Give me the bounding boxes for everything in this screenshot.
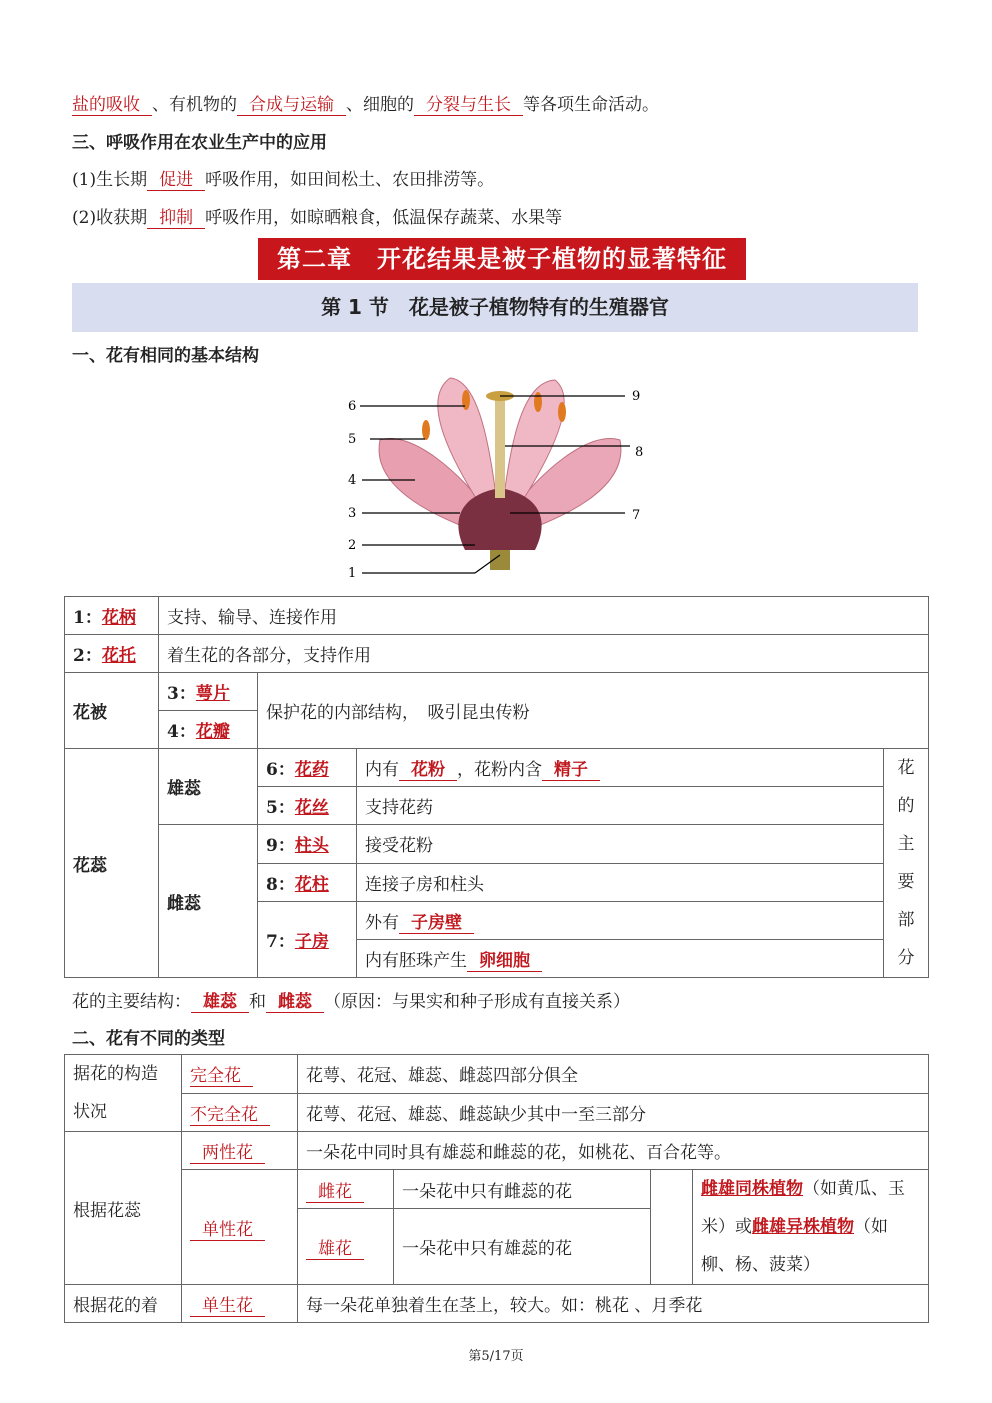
text: (2)收获期 <box>72 208 148 228</box>
cell: 支持、输导、连接作用 <box>159 597 929 635</box>
answer: 单性花 <box>190 1220 265 1241</box>
answer: 单生花 <box>190 1296 265 1317</box>
text: 呼吸作用，如田间松土、农田排涝等。 <box>205 170 495 190</box>
answer: 花柄 <box>101 608 136 628</box>
answer: 两性花 <box>190 1143 265 1164</box>
label-4: 4 <box>348 473 357 488</box>
answer: 子房 <box>294 931 329 952</box>
text: 、有机物的 <box>152 95 237 115</box>
answer: 雌花 <box>306 1182 364 1203</box>
cell: 接受花粉 <box>357 825 884 864</box>
cell: 花被 <box>65 673 159 749</box>
answer: 卵细胞 <box>467 951 542 972</box>
answer: 完全花 <box>190 1066 253 1087</box>
label-3: 3 <box>348 506 357 521</box>
blank-answer: 促进 <box>147 170 205 191</box>
text: 、细胞的 <box>346 95 414 115</box>
intro-line <box>72 90 659 115</box>
table-row <box>65 1285 929 1323</box>
label-5: 5 <box>348 432 357 447</box>
table-row: 4：花瓣 <box>65 711 929 749</box>
label-2: 2 <box>348 538 357 553</box>
cell: 一朵花中同时具有雄蕊和雌蕊的花，如桃花、百合花等。 <box>298 1132 929 1170</box>
page-number: 第5/17页 <box>468 1349 524 1364</box>
table-row: 内有胚珠产生 卵细胞 <box>65 940 929 978</box>
table-row: 7：子房 外有 子房壁 <box>65 901 929 940</box>
cell: 连接子房和柱头 <box>357 863 884 901</box>
answer: 花丝 <box>294 798 329 818</box>
chapter-title: 第二章 开花结果是被子植物的显著特征 <box>258 238 746 280</box>
blank-answer: 合成与运输 <box>237 95 346 116</box>
table-row: 8：花柱 连接子房和柱头 <box>65 863 929 901</box>
answer: 花柱 <box>294 874 329 895</box>
flower-types-table <box>64 1054 929 1323</box>
cell: 花萼、花冠、雄蕊、雌蕊四部分俱全 <box>298 1055 929 1094</box>
cell: 雌蕊 <box>159 825 258 978</box>
text: 等各项生命活动。 <box>523 95 659 115</box>
note-cell: 雌雄同株植物（如黄瓜、玉米）或雌雄异株植物（如柳、杨、菠菜） <box>693 1170 929 1285</box>
label-7: 7 <box>632 508 641 523</box>
cell: 根据花的着 <box>65 1285 182 1323</box>
answer: 雄蕊 <box>191 992 249 1013</box>
cell: 每一朵花单独着生在茎上，较大。如：桃花 、月季花 <box>298 1285 929 1323</box>
cell: 雄蕊 <box>159 749 258 825</box>
answer: 花瓣 <box>195 722 230 742</box>
answer: 花药 <box>294 760 329 780</box>
section-heading: 二、花有不同的类型 <box>72 1029 225 1049</box>
cell: 花蕊 <box>65 749 159 978</box>
label-6: 6 <box>348 399 357 414</box>
text-line <box>72 203 562 228</box>
cell: 根据花蕊 <box>65 1132 182 1285</box>
text-line <box>72 165 494 190</box>
label-8: 8 <box>635 445 644 460</box>
cell: 一朵花中只有雌蕊的花 <box>394 1170 651 1209</box>
label-9: 9 <box>632 389 641 404</box>
main-structure-line: 花的主要结构： 雄蕊 和 雌蕊 （原因：与果实和种子形成有直接关系） <box>72 992 630 1012</box>
table-row: 1：花柄 支持、输导、连接作用 <box>65 597 929 635</box>
answer: 花托 <box>101 646 136 666</box>
cell: 花的主要部分 <box>884 749 929 978</box>
cell: 着生花的各部分，支持作用 <box>159 635 929 673</box>
cell: 据花的构造状况 <box>65 1055 182 1132</box>
cell: 支持花药 <box>357 787 884 825</box>
section-title: 第 1 节 花是被子植物特有的生殖器官 <box>72 283 918 332</box>
section-heading: 三、呼吸作用在农业生产中的应用 <box>72 133 327 153</box>
cell: 保护花的内部结构， 吸引昆虫传粉 <box>258 673 929 749</box>
answer: 萼片 <box>195 684 230 704</box>
answer: 精子 <box>542 760 600 781</box>
table-row <box>65 1055 929 1094</box>
flower-diagram <box>340 370 660 585</box>
table-row <box>65 1170 929 1209</box>
cell: 一朵花中只有雄蕊的花 <box>394 1209 651 1285</box>
table-row <box>65 1093 929 1132</box>
answer: 雌蕊 <box>266 992 324 1013</box>
flower-structure-table <box>64 596 929 978</box>
cell: 花萼、花冠、雄蕊、雌蕊缺少其中一至三部分 <box>298 1093 929 1132</box>
table-row: 雌蕊 9：柱头 接受花粉 <box>65 825 929 864</box>
blank-answer: 抑制 <box>147 208 205 229</box>
answer: 子房壁 <box>399 913 474 934</box>
blank-answer: 分裂与生长 <box>414 95 523 116</box>
answer: 不完全花 <box>190 1105 270 1126</box>
text: 呼吸作用，如晾晒粮食，低温保存蔬菜、水果等 <box>205 208 563 228</box>
label-1: 1 <box>348 566 357 581</box>
table-row: 花被 3：萼片 保护花的内部结构， 吸引昆虫传粉 <box>65 673 929 711</box>
answer: 雄花 <box>306 1239 364 1260</box>
table-row: 花蕊 雄蕊 6：花药 内有 花粉 ，花粉内含 精子 花的主要部分 <box>65 749 929 787</box>
table-row <box>65 1132 929 1170</box>
text: (1)生长期 <box>72 170 148 190</box>
answer: 柱头 <box>294 836 329 857</box>
table-row: 5：花丝 支持花药 <box>65 787 929 825</box>
answer: 花粉 <box>399 760 457 781</box>
table-row: 2：花托 着生花的各部分，支持作用 <box>65 635 929 673</box>
blank-answer: 盐的吸收 <box>72 95 152 116</box>
section-heading: 一、花有相同的基本结构 <box>72 346 259 366</box>
